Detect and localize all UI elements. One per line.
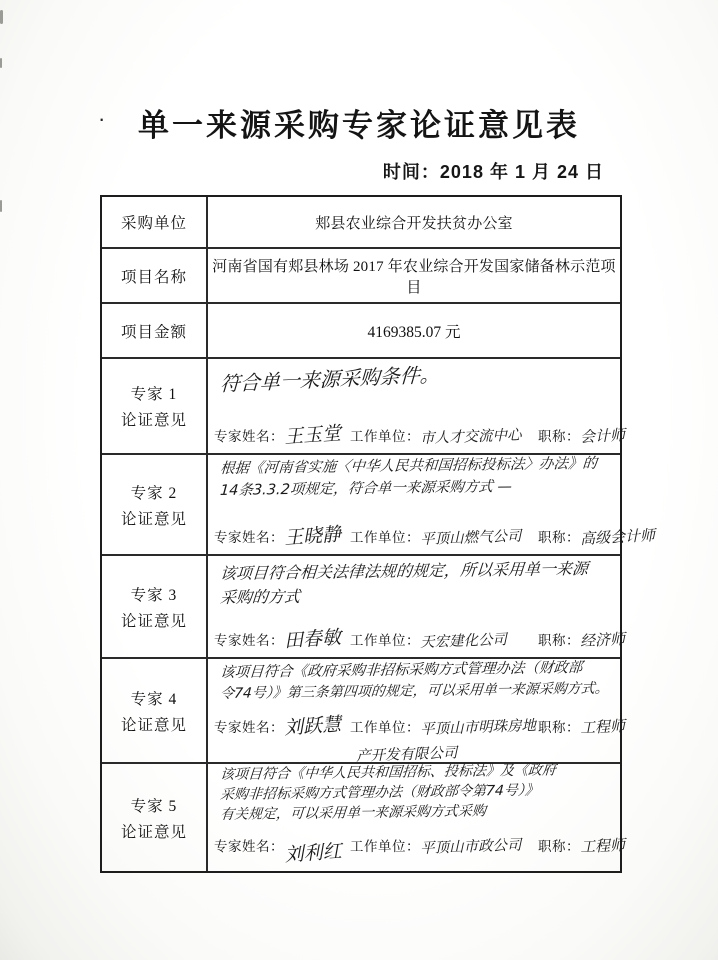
opinion-line: 根据《河南省实施〈中华人民共和国招标投标法〉办法》的: [219, 455, 598, 478]
job-title-value: 工程师: [579, 716, 626, 738]
expert-label: [102, 556, 208, 657]
handwritten-opinion: [219, 455, 618, 502]
expert-label: [102, 455, 208, 554]
row-project-name: [102, 247, 620, 302]
expert-number: 专家 5: [130, 797, 178, 815]
signature-line: [214, 624, 626, 653]
date-line: [383, 158, 604, 184]
job-title-label: 职称：: [538, 839, 580, 854]
row-expert-2: [102, 453, 656, 554]
work-unit-value: 平顶山市明珠房地: [419, 718, 537, 739]
opinion-line: 有关规定，可以采用单一来源采购方式采购: [219, 803, 487, 824]
expert-opinion-cell: [208, 359, 626, 453]
scan-artifact: [0, 10, 3, 24]
work-unit-label: 工作单位：: [350, 720, 420, 735]
work-unit-second-line: [356, 743, 458, 764]
expert-name-label: 专家姓名：: [214, 839, 284, 854]
row-value: 4169385.07 元: [367, 323, 461, 341]
date-value: 2018 年 1 月 24 日: [439, 162, 604, 182]
work-unit-value: 天宏建化公司: [419, 632, 508, 652]
work-unit-value: 平顶山市政公司: [419, 837, 522, 858]
work-unit-label: 工作单位：: [350, 530, 420, 545]
expert-name-value: 王晓静: [283, 523, 342, 550]
row-value: 河南省国有郏县林场 2017 年农业综合开发国家储备林示范项目: [212, 258, 616, 296]
handwritten-opinion: [219, 362, 618, 399]
job-title-value: 工程师: [579, 835, 626, 857]
job-title-label: 职称：: [538, 633, 580, 648]
expert-name-label: 专家姓名：: [214, 633, 284, 648]
row-expert-5: [102, 762, 626, 871]
opinion-line: 令74号）》第三条第四项的规定，可以采用单一来源采购方式。: [219, 680, 610, 703]
expert-label: [102, 359, 208, 453]
signature-line: [214, 420, 626, 449]
date-label: 时间：: [382, 162, 440, 182]
expert-opinion-cell: [208, 556, 626, 657]
procurement-form-table: [100, 195, 656, 873]
work-unit-label: 工作单位：: [350, 429, 420, 444]
job-title-value: 会计师: [579, 425, 626, 447]
job-title-label: 职称：: [538, 429, 580, 444]
opinion-line: 该项目符合《中华人民共和国招标、投标法》及《政府: [219, 762, 557, 784]
job-title-label: 职称：: [538, 720, 580, 735]
expert-opinion-caption: 论证意见: [120, 412, 187, 429]
expert-opinion-caption: 论证意见: [120, 510, 187, 528]
expert-number: 专家 4: [130, 690, 178, 708]
expert-opinion-caption: 论证意见: [120, 716, 187, 734]
expert-label: [102, 659, 208, 762]
form-title: 单一来源采购专家论证意见表: [138, 108, 580, 143]
row-label: 采购单位: [102, 197, 208, 247]
expert-opinion-cell: [208, 455, 656, 554]
opinion-line: 14条3.3.2项规定，符合单一来源采购方式 —: [219, 478, 513, 500]
opinion-line: 该项目符合《政府采购非招标采购方式管理办法（财政部: [219, 659, 584, 682]
work-unit-label: 工作单位：: [350, 633, 420, 648]
row-label: 项目名称: [102, 249, 208, 302]
handwritten-opinion: [219, 659, 618, 704]
opinion-line: 采购的方式: [219, 586, 301, 608]
work-unit-value-continued: 产开发有限公司: [355, 745, 458, 765]
signature-line: [214, 711, 626, 740]
handwritten-opinion: [219, 558, 618, 610]
work-unit-label: 工作单位：: [350, 839, 420, 854]
expert-name-value: 田春敏: [283, 626, 342, 653]
expert-opinion-caption: 论证意见: [120, 823, 187, 841]
expert-number: 专家 1: [130, 386, 178, 403]
opinion-line: 符合单一来源采购条件。: [219, 362, 441, 397]
handwritten-opinion: [219, 762, 618, 825]
expert-name-label: 专家姓名：: [214, 720, 284, 735]
expert-name-label: 专家姓名：: [214, 530, 284, 545]
row-label: 项目金额: [102, 304, 208, 357]
work-unit-value: 平顶山燃气公司: [419, 528, 522, 549]
expert-opinion-cell: [208, 762, 626, 871]
expert-opinion-cell: [208, 659, 626, 765]
job-title-value: 经济师: [579, 629, 626, 651]
row-expert-1: [102, 357, 626, 453]
expert-number: 专家 3: [130, 586, 178, 604]
row-project-amount: [102, 302, 620, 357]
opinion-line: 该项目符合相关法律法规的规定，所以采用单一来源: [219, 558, 589, 584]
expert-opinion-caption: 论证意见: [120, 612, 187, 630]
row-expert-4: [102, 657, 626, 765]
expert-name-value: 王玉堂: [283, 422, 342, 449]
expert-name-value: 刘跃慧: [283, 713, 342, 740]
opinion-line: 采购非招标采购方式管理办法（财政部令第74号）》: [219, 782, 540, 804]
scan-artifact: [0, 58, 2, 68]
expert-number: 专家 2: [130, 484, 178, 502]
row-expert-3: [102, 554, 626, 657]
signature-line: [214, 521, 656, 550]
work-unit-value: 市人才交流中心: [419, 427, 522, 448]
signature-line: [214, 830, 626, 867]
job-title-label: 职称：: [538, 530, 580, 545]
expert-name-value: 刘利红: [283, 840, 343, 867]
row-value: 郏县农业综合开发扶贫办公室: [315, 215, 513, 232]
scan-artifact: [0, 200, 2, 212]
row-procurement-unit: [102, 197, 620, 247]
expert-name-label: 专家姓名：: [214, 429, 284, 444]
expert-label: [102, 764, 208, 871]
job-title-value: 高级会计师: [579, 526, 656, 548]
ink-dot: ·: [98, 106, 106, 131]
